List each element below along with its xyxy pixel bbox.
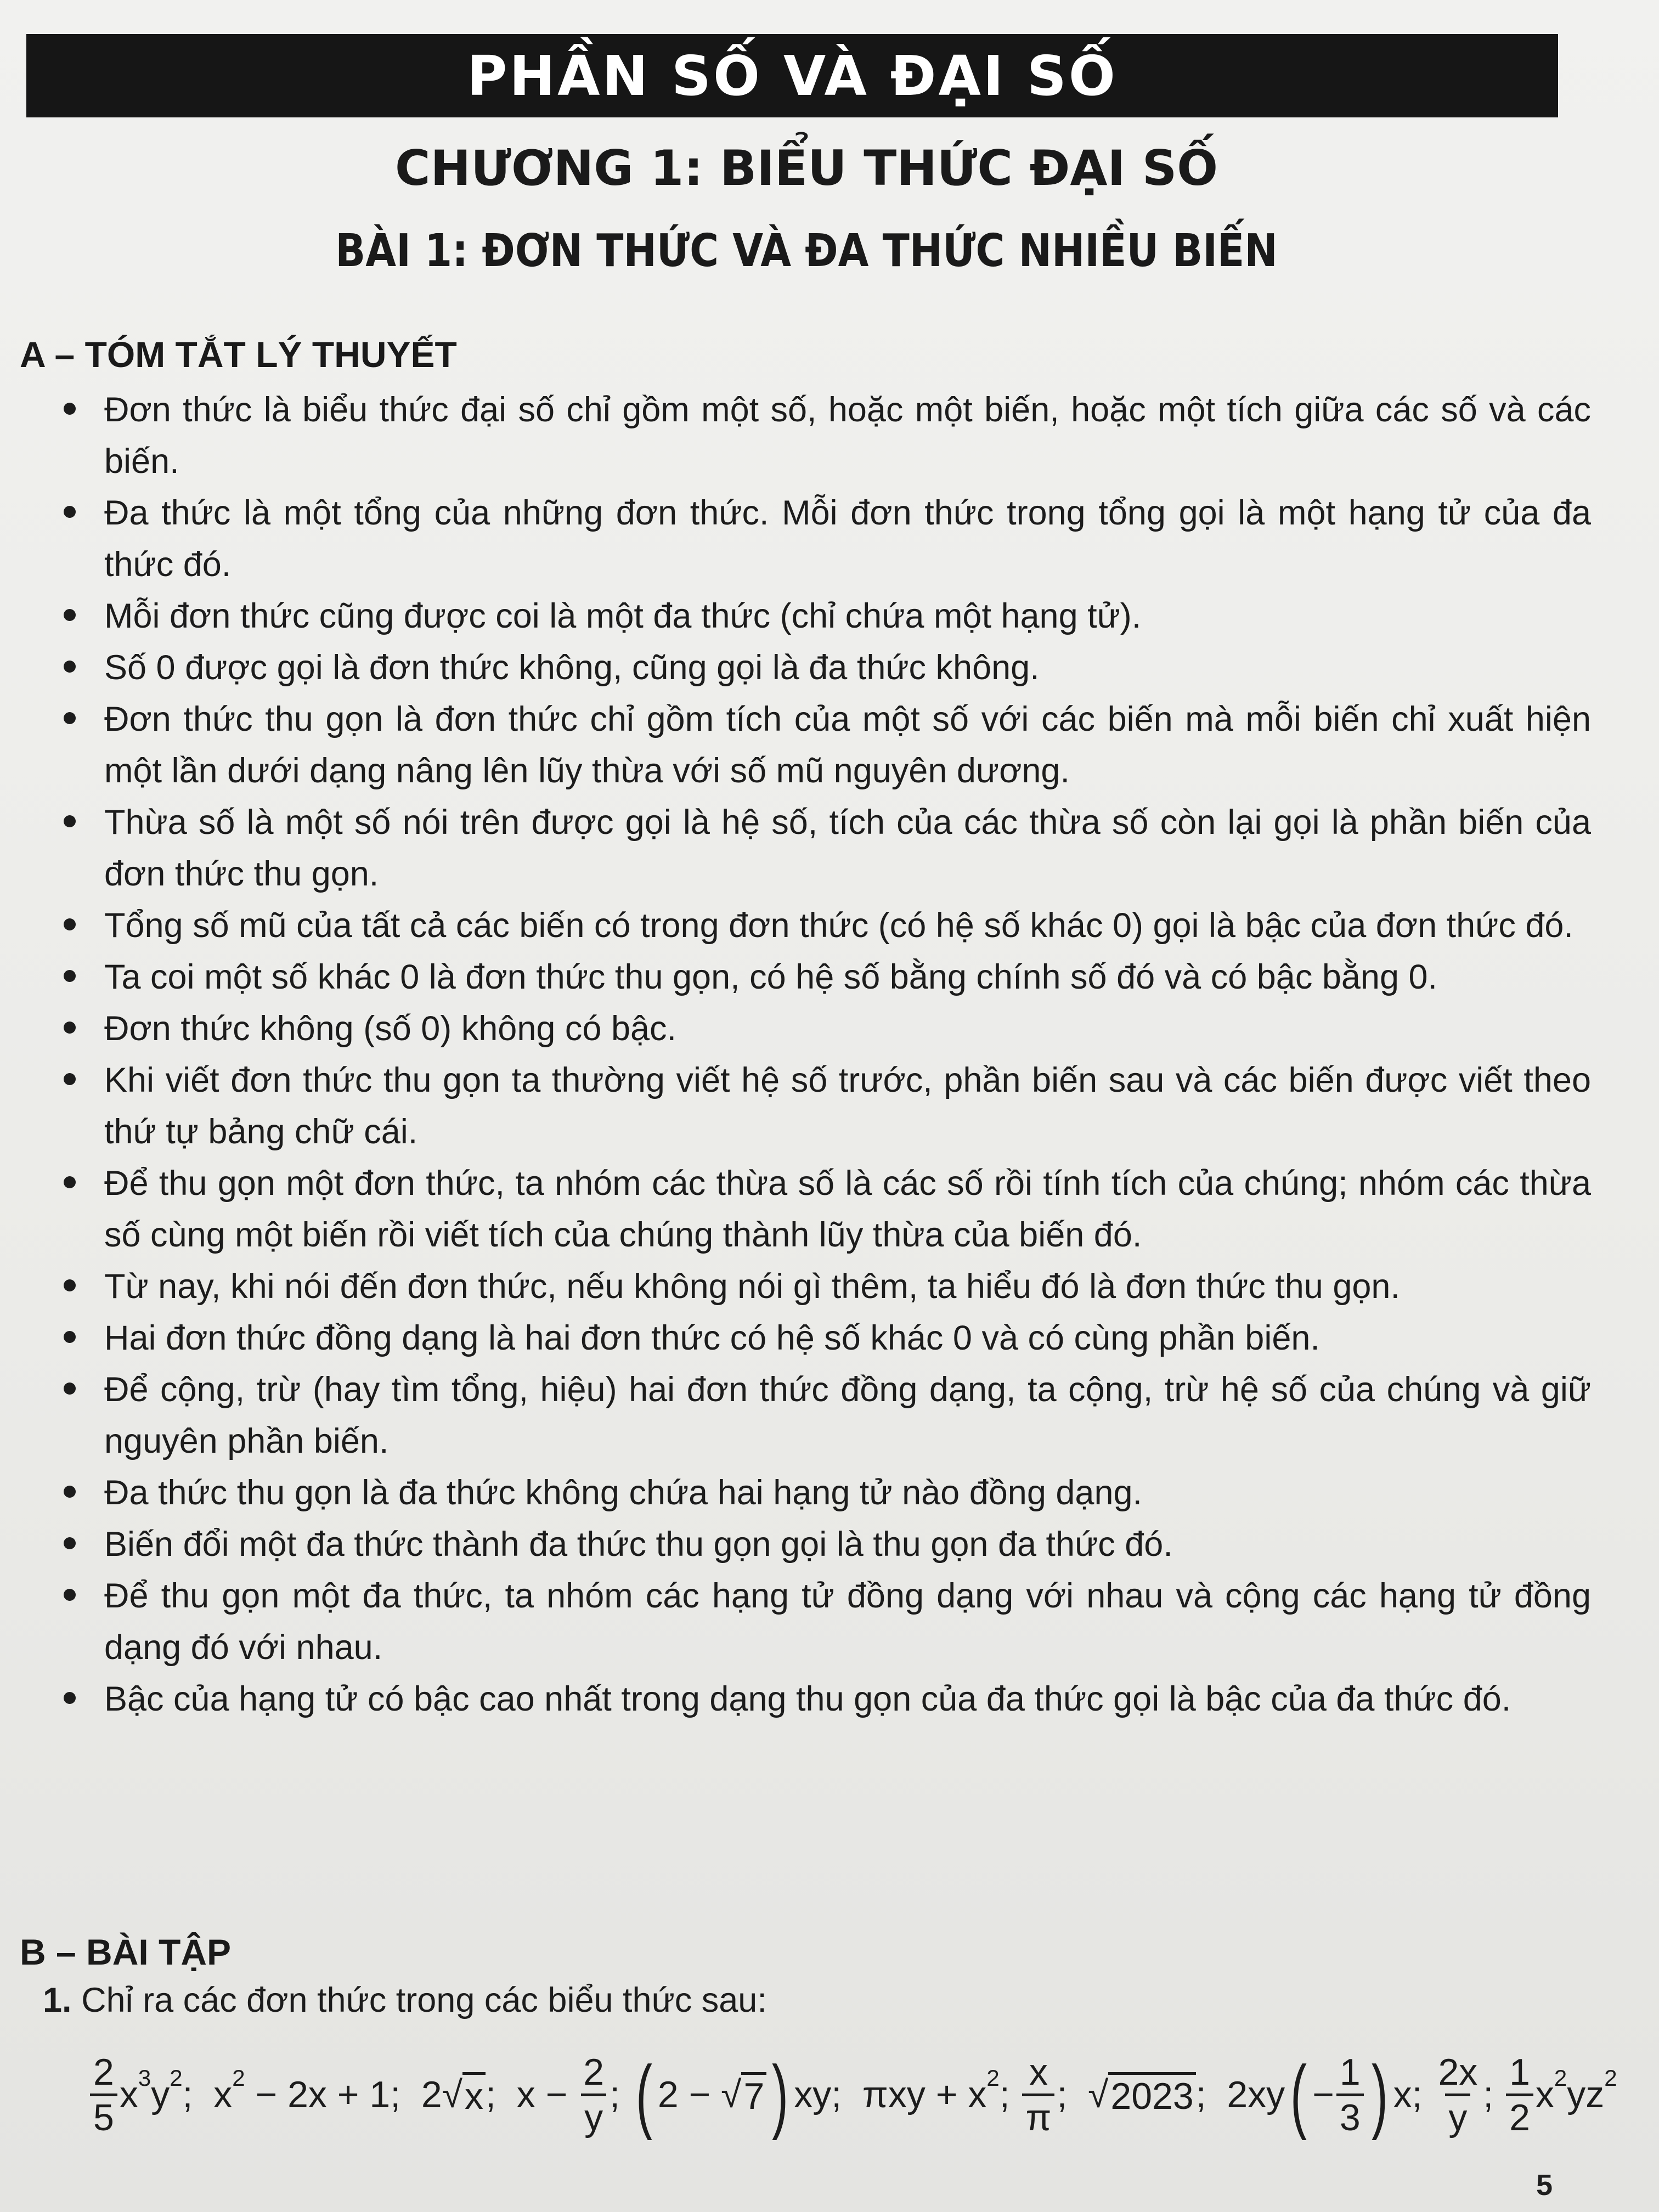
bullet-icon xyxy=(64,661,76,673)
bullet-icon xyxy=(64,815,76,827)
exercise-text: Chỉ ra các đơn thức trong các biểu thức sau: xyxy=(81,1981,767,2019)
bullet-icon xyxy=(64,1331,76,1343)
sqrt-symbol: √ xyxy=(442,2074,463,2115)
list-item: Đơn thức không (số 0) không có bậc. xyxy=(0,1003,1591,1054)
list-item: Để thu gọn một đơn thức, ta nhóm các thừa số là các số rồi tính tích của chúng; nhóm các thừa số cùng một biến rồi viết tích của chúng thành lũy thừa của biến đó. xyxy=(0,1158,1591,1261)
bullet-icon xyxy=(64,1176,76,1188)
bullet-icon xyxy=(64,1022,76,1034)
list-item: Đa thức là một tổng của những đơn thức. Mỗi đơn thức trong tổng gọi là một hạng tử của đa thức đó. xyxy=(0,487,1591,590)
list-item: Ta coi một số khác 0 là đơn thức thu gọn, có hệ số bằng chính số đó và có bậc bằng 0. xyxy=(0,951,1591,1003)
list-item: Đa thức thu gọn là đa thức không chứa hai hạng tử nào đồng dạng. xyxy=(0,1467,1591,1519)
fraction: $\frac{2x}{y}$ xyxy=(1438,2051,1478,2138)
section-heading-exercises: B – BÀI TẬP xyxy=(20,1932,232,1972)
list-item: Từ nay, khi nói đến đơn thức, nếu không nói gì thêm, ta hiểu đó là đơn thức thu gọn. xyxy=(0,1261,1591,1312)
list-item: Mỗi đơn thức cũng được coi là một đa thức (chỉ chứa một hạng tử). xyxy=(0,590,1591,642)
bullet-icon xyxy=(64,506,76,518)
bullet-icon xyxy=(64,1073,76,1085)
bullet-icon xyxy=(64,1537,76,1549)
theory-list xyxy=(0,384,1591,1725)
chapter-title: CHƯƠNG 1: BIỂU THỨC ĐẠI SỐ xyxy=(394,140,1218,196)
section-heading-theory: A – TÓM TẮT LÝ THUYẾT xyxy=(20,334,457,375)
list-item: Thừa số là một số nói trên được gọi là hệ số, tích của các thừa số còn lại gọi là phần biến của đơn thức thu gọn. xyxy=(0,797,1591,900)
list-item: Đơn thức thu gọn là đơn thức chỉ gồm tích của một số với các biến mà mỗi biến chỉ xuất hiện một lần dưới dạng nâng lên lũy thừa với số mũ nguyên dương. xyxy=(0,693,1591,797)
list-item: Bậc của hạng tử có bậc cao nhất trong dạng thu gọn của đa thức gọi là bậc của đa thức đó. xyxy=(0,1673,1591,1725)
list-item: Để cộng, trừ (hay tìm tổng, hiệu) hai đơn thức đồng dạng, ta cộng, trừ hệ số của chúng và giữ nguyên phần biến. xyxy=(0,1364,1591,1467)
fraction: $\frac{2}{5}$ xyxy=(90,2051,117,2139)
bullet-icon xyxy=(64,918,76,930)
fraction: $\frac{x}{\pi}$ xyxy=(1022,2051,1054,2139)
bullet-icon xyxy=(64,609,76,621)
bullet-icon xyxy=(64,1692,76,1704)
expression-list: $\frac{2}{5}$ x 3 y 2 ; x 2 − 2x + 1; 2 √ x ; x − $\frac{2}{y}$ ; ( 2 − √ 7 ) xy; πxy + x 2 ; $\frac{x}{\pi}$ ; √ 2023 ; 2xy ( − $\frac{1}{3}$ ) x; $\frac{2x}{y}$ ; $\frac{1}{2}$ x 2 yz 2 xyxy=(88,2045,1569,2144)
exercise-number: 1. xyxy=(43,1981,72,2019)
page-number: 5 xyxy=(1536,2169,1553,2202)
bullet-icon xyxy=(64,970,76,982)
list-item: Để thu gọn một đa thức, ta nhóm các hạng tử đồng dạng với nhau và cộng các hạng tử đồng dạng đó với nhau. xyxy=(0,1570,1591,1673)
bullet-icon xyxy=(64,1279,76,1291)
list-item: Khi viết đơn thức thu gọn ta thường viết hệ số trước, phần biến sau và các biến được viết theo thứ tự bảng chữ cái. xyxy=(0,1054,1591,1158)
bullet-icon xyxy=(64,1383,76,1395)
bullet-icon xyxy=(64,1486,76,1498)
list-item: Tổng số mũ của tất cả các biến có trong đơn thức (có hệ số khác 0) gọi là bậc của đơn thức đó. xyxy=(0,900,1591,951)
list-item: Biến đổi một đa thức thành đa thức thu gọn gọi là thu gọn đa thức đó. xyxy=(0,1519,1591,1570)
bullet-icon xyxy=(64,712,76,724)
bullet-icon xyxy=(64,1589,76,1601)
fraction: $\frac{1}{3}$ xyxy=(1336,2051,1364,2139)
fraction: $\frac{2}{y}$ xyxy=(580,2051,607,2139)
part-banner xyxy=(26,34,1558,117)
lesson-title: BÀI 1: ĐƠN THỨC VÀ ĐA THỨC NHIỀU BIẾN xyxy=(335,225,1278,277)
list-item: Số 0 được gọi là đơn thức không, cũng gọi là đa thức không. xyxy=(0,642,1591,693)
exercise-1-prompt xyxy=(43,1980,767,2020)
list-item: Hai đơn thức đồng dạng là hai đơn thức có hệ số khác 0 và có cùng phần biến. xyxy=(0,1312,1591,1364)
part-banner-title: PHẦN SỐ VÀ ĐẠI SỐ xyxy=(467,43,1118,108)
fraction: $\frac{1}{2}$ xyxy=(1506,2051,1533,2139)
list-item: Đơn thức là biểu thức đại số chỉ gồm một số, hoặc một biến, hoặc một tích giữa các số và các biến. xyxy=(0,384,1591,487)
bullet-icon xyxy=(64,403,76,415)
